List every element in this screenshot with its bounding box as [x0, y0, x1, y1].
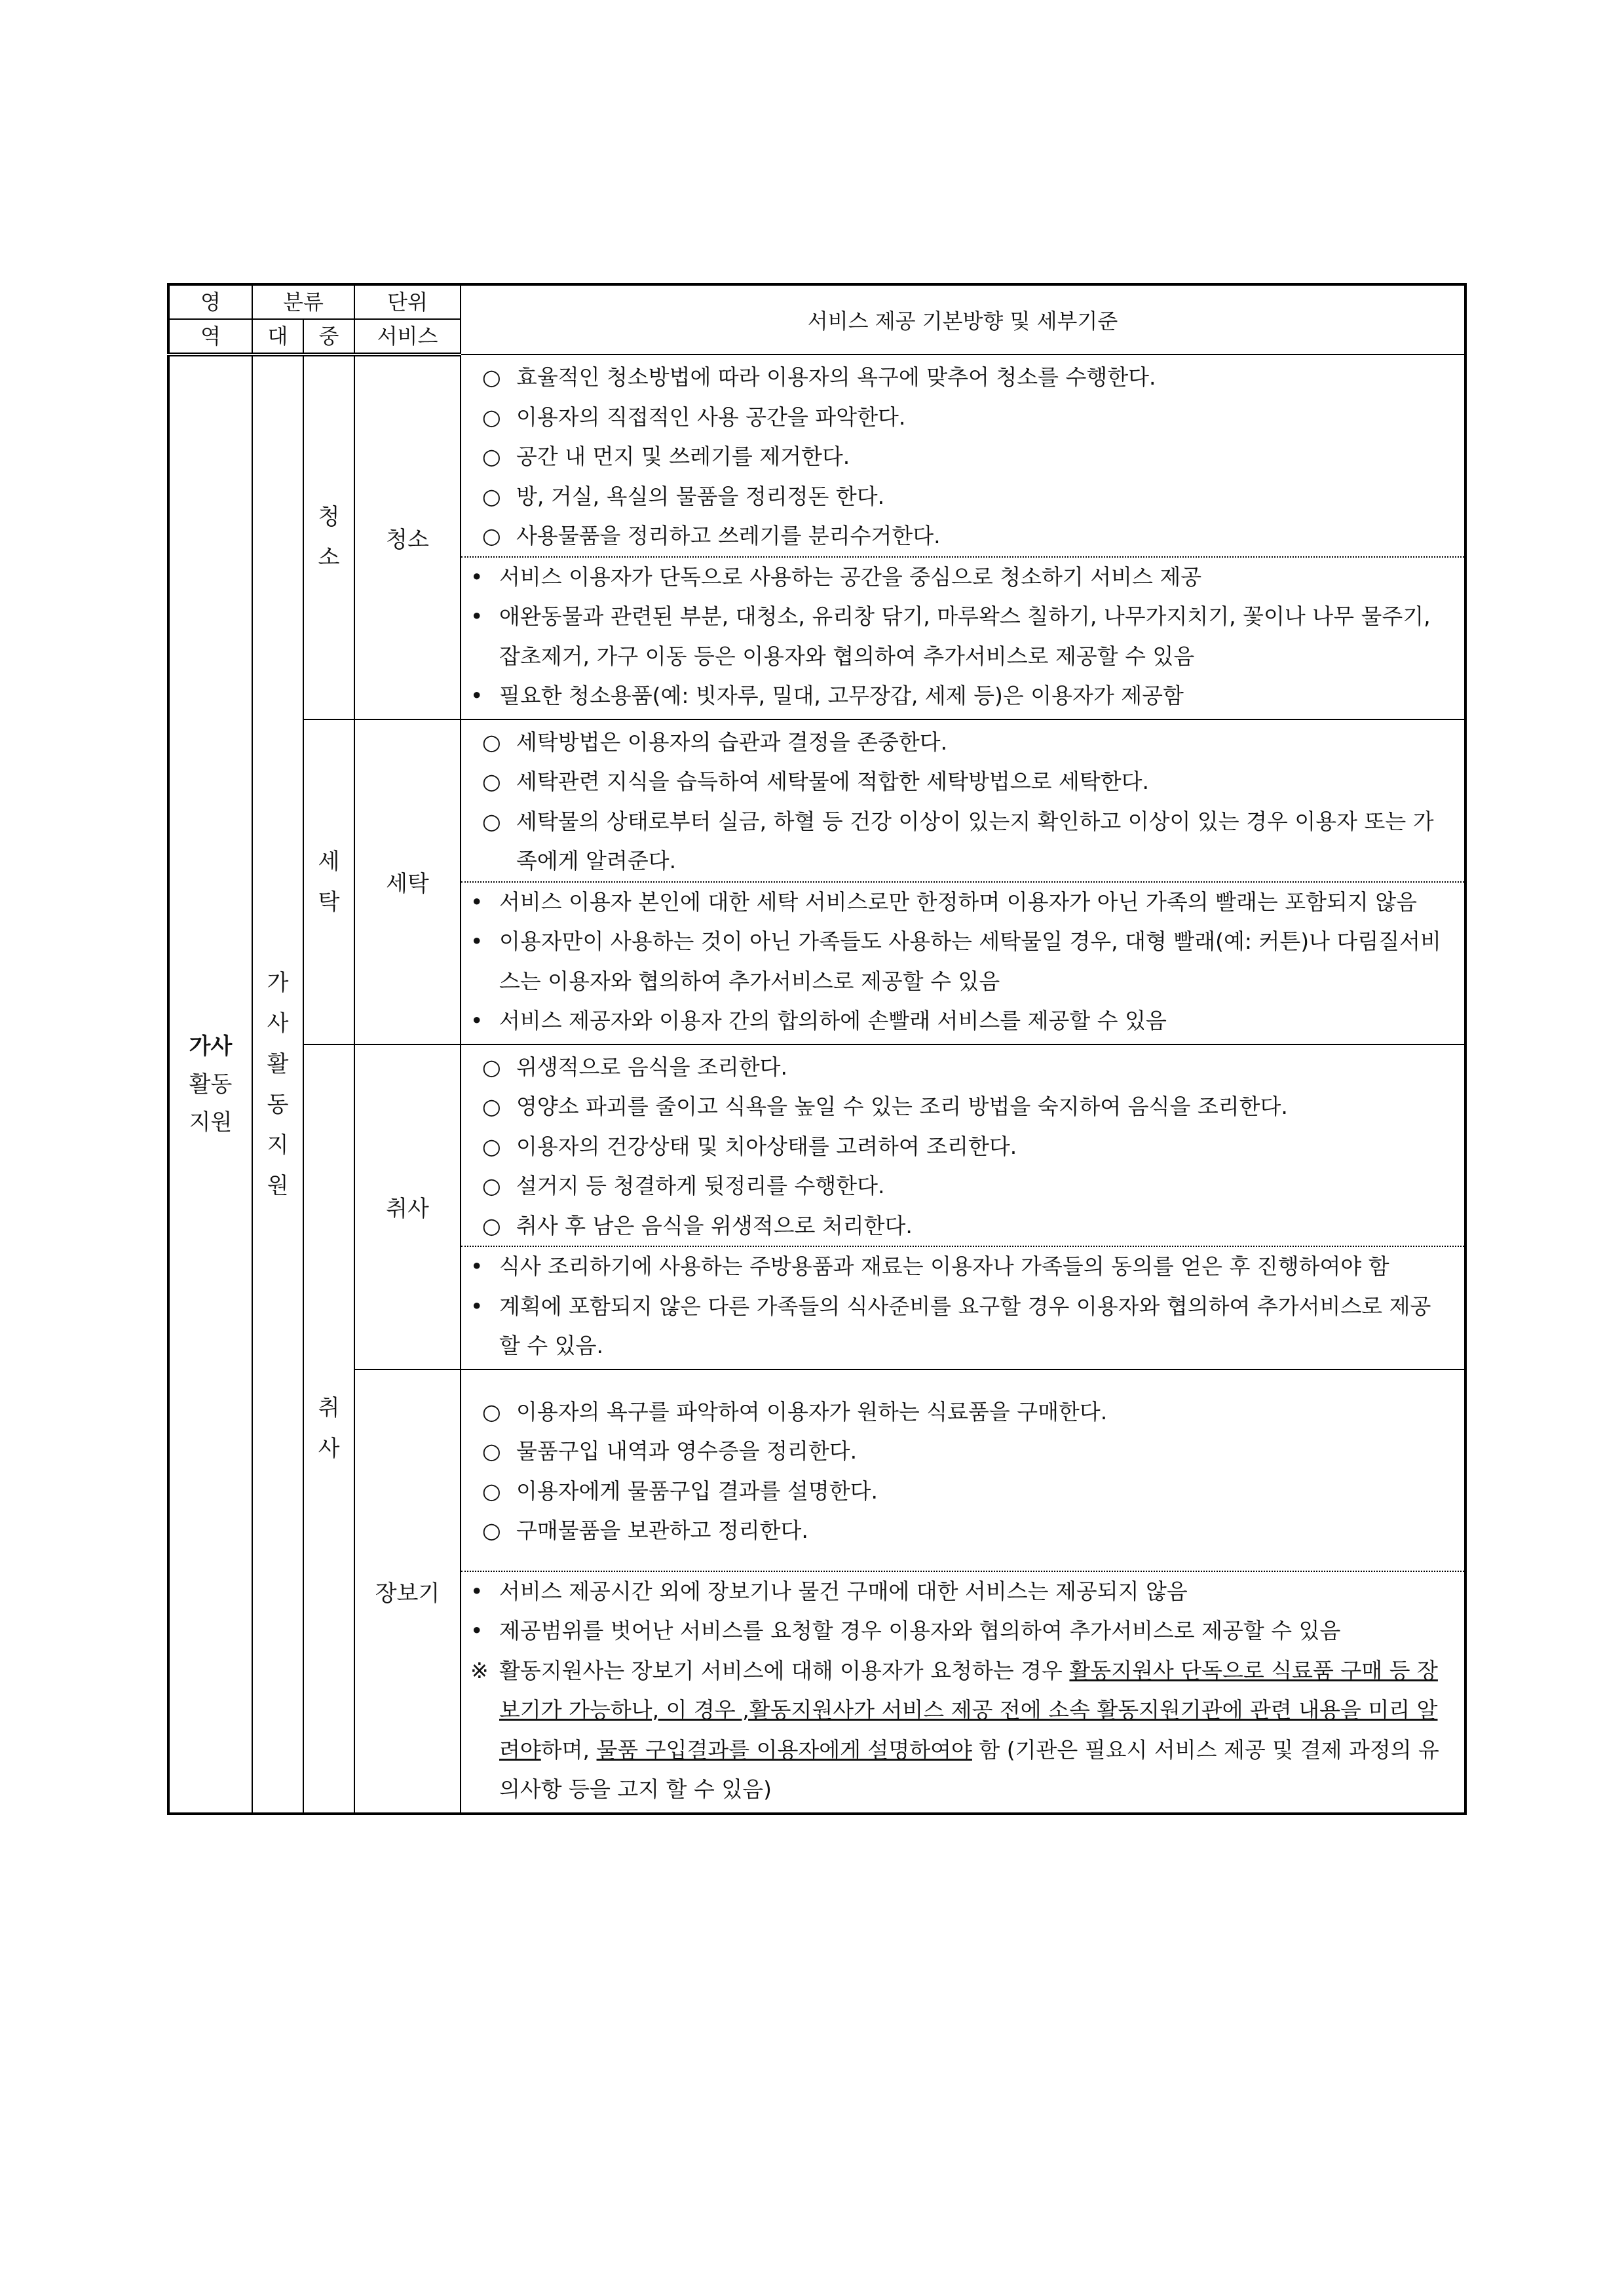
note-item: [470, 1651, 1451, 1810]
principles-shopping: [470, 1373, 1451, 1571]
header-area-top: 영: [168, 284, 252, 319]
area-line-1: 활동: [189, 1071, 233, 1098]
middle-char: 탁: [318, 889, 340, 915]
header-unit-bottom: 서비스: [354, 319, 461, 354]
content-shopping: [461, 1369, 1465, 1814]
list-item: ○ 사용물품을 정리하고 쓰레기를 분리수거한다.: [482, 523, 941, 548]
major-char: 가: [267, 969, 289, 996]
middle-char: 세: [318, 848, 340, 875]
list-item: • 계획에 포함되지 않은 다른 가족들의 식사준비를 요구할 경우 이용자와 협의하여 추가서비스로 제공할 수 있음.: [470, 1293, 1431, 1358]
service-standards-table: [167, 283, 1467, 1815]
list-item: • 애완동물과 관련된 부분, 대청소, 유리창 닦기, 마루왁스 칠하기, 나무가지치기, 꽃이나 나무 물주기, 잡초제거, 가구 이동 등은 이용자와 협의하여 추가서비스로 제공할 수 있음: [470, 603, 1431, 669]
list-item: • 이용자만이 사용하는 것이 아닌 가족들도 사용하는 세탁물일 경우, 대형 빨래(예: 커튼)나 다림질서비스는 이용자와 협의하여 추가서비스로 제공할 수 있음: [470, 928, 1441, 994]
header-category: 분류: [252, 284, 354, 319]
list-item: ○ 영양소 파괴를 줄이고 식욕을 높일 수 있는 조리 방법을 숙지하여 음식을 조리한다.: [482, 1094, 1288, 1119]
unit-laundry: 세탁: [354, 719, 461, 1044]
list-item: ○ 이용자에게 물품구입 결과를 설명한다.: [482, 1478, 878, 1504]
list-item: ○ 이용자의 직접적인 사용 공간을 파악한다.: [482, 404, 906, 430]
list-item: ○ 구매물품을 보관하고 정리한다.: [482, 1518, 808, 1543]
list-item: ○ 취사 후 남은 음식을 위생적으로 처리한다.: [482, 1212, 913, 1238]
row-laundry: [168, 719, 1465, 1044]
list-item: ○ 이용자의 욕구를 파악하여 이용자가 원하는 식료품을 구매한다.: [482, 1398, 1108, 1425]
list-item: ○ 위생적으로 음식을 조리한다.: [482, 1054, 788, 1080]
middle-cooking: [303, 1044, 354, 1814]
area-bold: 가사: [189, 1033, 233, 1060]
major-char: 활: [267, 1050, 289, 1077]
list-item: ○ 세탁물의 상태로부터 실금, 하혈 등 건강 이상이 있는지 확인하고 이상이 있는 경우 이용자 또는 가족에게 알려준다.: [482, 808, 1434, 873]
row-cleaning: [168, 354, 1465, 719]
area-cell: [168, 354, 252, 1814]
middle-char: 취: [318, 1395, 340, 1421]
middle-char: 사: [318, 1436, 340, 1462]
major-char: 사: [267, 1010, 289, 1037]
note-mark: ※: [470, 1657, 489, 1683]
list-item: • 필요한 청소용품(예: 빗자루, 밀대, 고무장갑, 세제 등)은 이용자가 제공함: [470, 683, 1184, 708]
header-area-bottom: 역: [168, 319, 252, 354]
content-cleaning: [461, 354, 1465, 719]
header-middle: 중: [303, 319, 354, 354]
standards-cooking: [461, 1246, 1464, 1366]
unit-cooking: 취사: [354, 1044, 461, 1369]
principles-laundry: [470, 723, 1451, 881]
header-unit-top: 단위: [354, 284, 461, 319]
unit-cleaning: 청소: [354, 354, 461, 719]
area-line-2: 지원: [189, 1109, 233, 1136]
unit-shopping: 장보기: [354, 1369, 461, 1814]
note-text: 활동지원사는 장보기 서비스에 대해 이용자가 요청하는 경우 활동지원사 단독으로 식료품 구매 등 장보기가 가능하나, 이 경우 ,활동지원사가 서비스 제공 전에 소속 활동지원기관에 관련 내용을 미리 알려야하며, 물품 구입결과를 이용자에게 설명하여야 함 (기관은 필요시 서비스 제공 및 결제 과정의 유의사항 등을 고지 할 수 있음): [499, 1657, 1439, 1802]
list-item: ○ 세탁관련 지식을 습득하여 세탁물에 적합한 세탁방법으로 세탁한다.: [482, 769, 1150, 794]
list-item: ○ 효율적인 청소방법에 따라 이용자의 욕구에 맞추어 청소를 수행한다.: [482, 364, 1156, 390]
middle-char: 청: [318, 504, 340, 531]
middle-laundry: [303, 719, 354, 1044]
major-char: 원: [267, 1172, 289, 1199]
row-cooking: [168, 1044, 1465, 1369]
principles-cleaning: [470, 358, 1451, 556]
list-item: • 서비스 제공시간 외에 장보기나 물건 구매에 대한 서비스는 제공되지 않음: [470, 1578, 1188, 1604]
list-item: • 제공범위를 벗어난 서비스를 요청할 경우 이용자와 협의하여 추가서비스로 제공할 수 있음: [470, 1618, 1341, 1643]
header-major: 대: [252, 319, 303, 354]
major-char: 동: [267, 1091, 289, 1118]
list-item: • 서비스 제공자와 이용자 간의 합의하에 손빨래 서비스를 제공할 수 있음: [470, 1008, 1167, 1033]
list-item: ○ 설거지 등 청결하게 뒷정리를 수행한다.: [482, 1173, 885, 1198]
major-char: 지: [267, 1132, 289, 1158]
standards-cleaning: [461, 556, 1464, 716]
major-category-cell: [252, 354, 303, 1814]
row-shopping: [168, 1369, 1465, 1814]
list-item: ○ 세탁방법은 이용자의 습관과 결정을 존중한다.: [482, 729, 948, 755]
list-item: ○ 물품구입 내역과 영수증을 정리한다.: [482, 1438, 858, 1464]
list-item: • 서비스 이용자 본인에 대한 세탁 서비스로만 한정하며 이용자가 아닌 가족의 빨래는 포함되지 않음: [470, 889, 1418, 915]
header-title: 서비스 제공 기본방향 및 세부기준: [461, 284, 1465, 354]
list-item: • 식사 조리하기에 사용하는 주방용품과 재료는 이용자나 가족들의 동의를 얻은 후 진행하여야 함: [470, 1253, 1389, 1279]
list-item: ○ 방, 거실, 욕실의 물품을 정리정돈 한다.: [482, 483, 885, 509]
list-item: • 서비스 이용자가 단독으로 사용하는 공간을 중심으로 청소하기 서비스 제공: [470, 564, 1202, 590]
list-item: ○ 공간 내 먼지 및 쓰레기를 제거한다.: [482, 444, 850, 469]
middle-char: 소: [318, 545, 340, 571]
principles-cooking: [470, 1048, 1451, 1246]
middle-cleaning: [303, 354, 354, 719]
standards-laundry: [461, 881, 1464, 1041]
list-item: ○ 이용자의 건강상태 및 치아상태를 고려하여 조리한다.: [482, 1133, 1017, 1159]
header-row-1: [168, 284, 1465, 319]
standards-shopping: [461, 1571, 1464, 1810]
content-laundry: [461, 719, 1465, 1044]
content-cooking: [461, 1044, 1465, 1369]
